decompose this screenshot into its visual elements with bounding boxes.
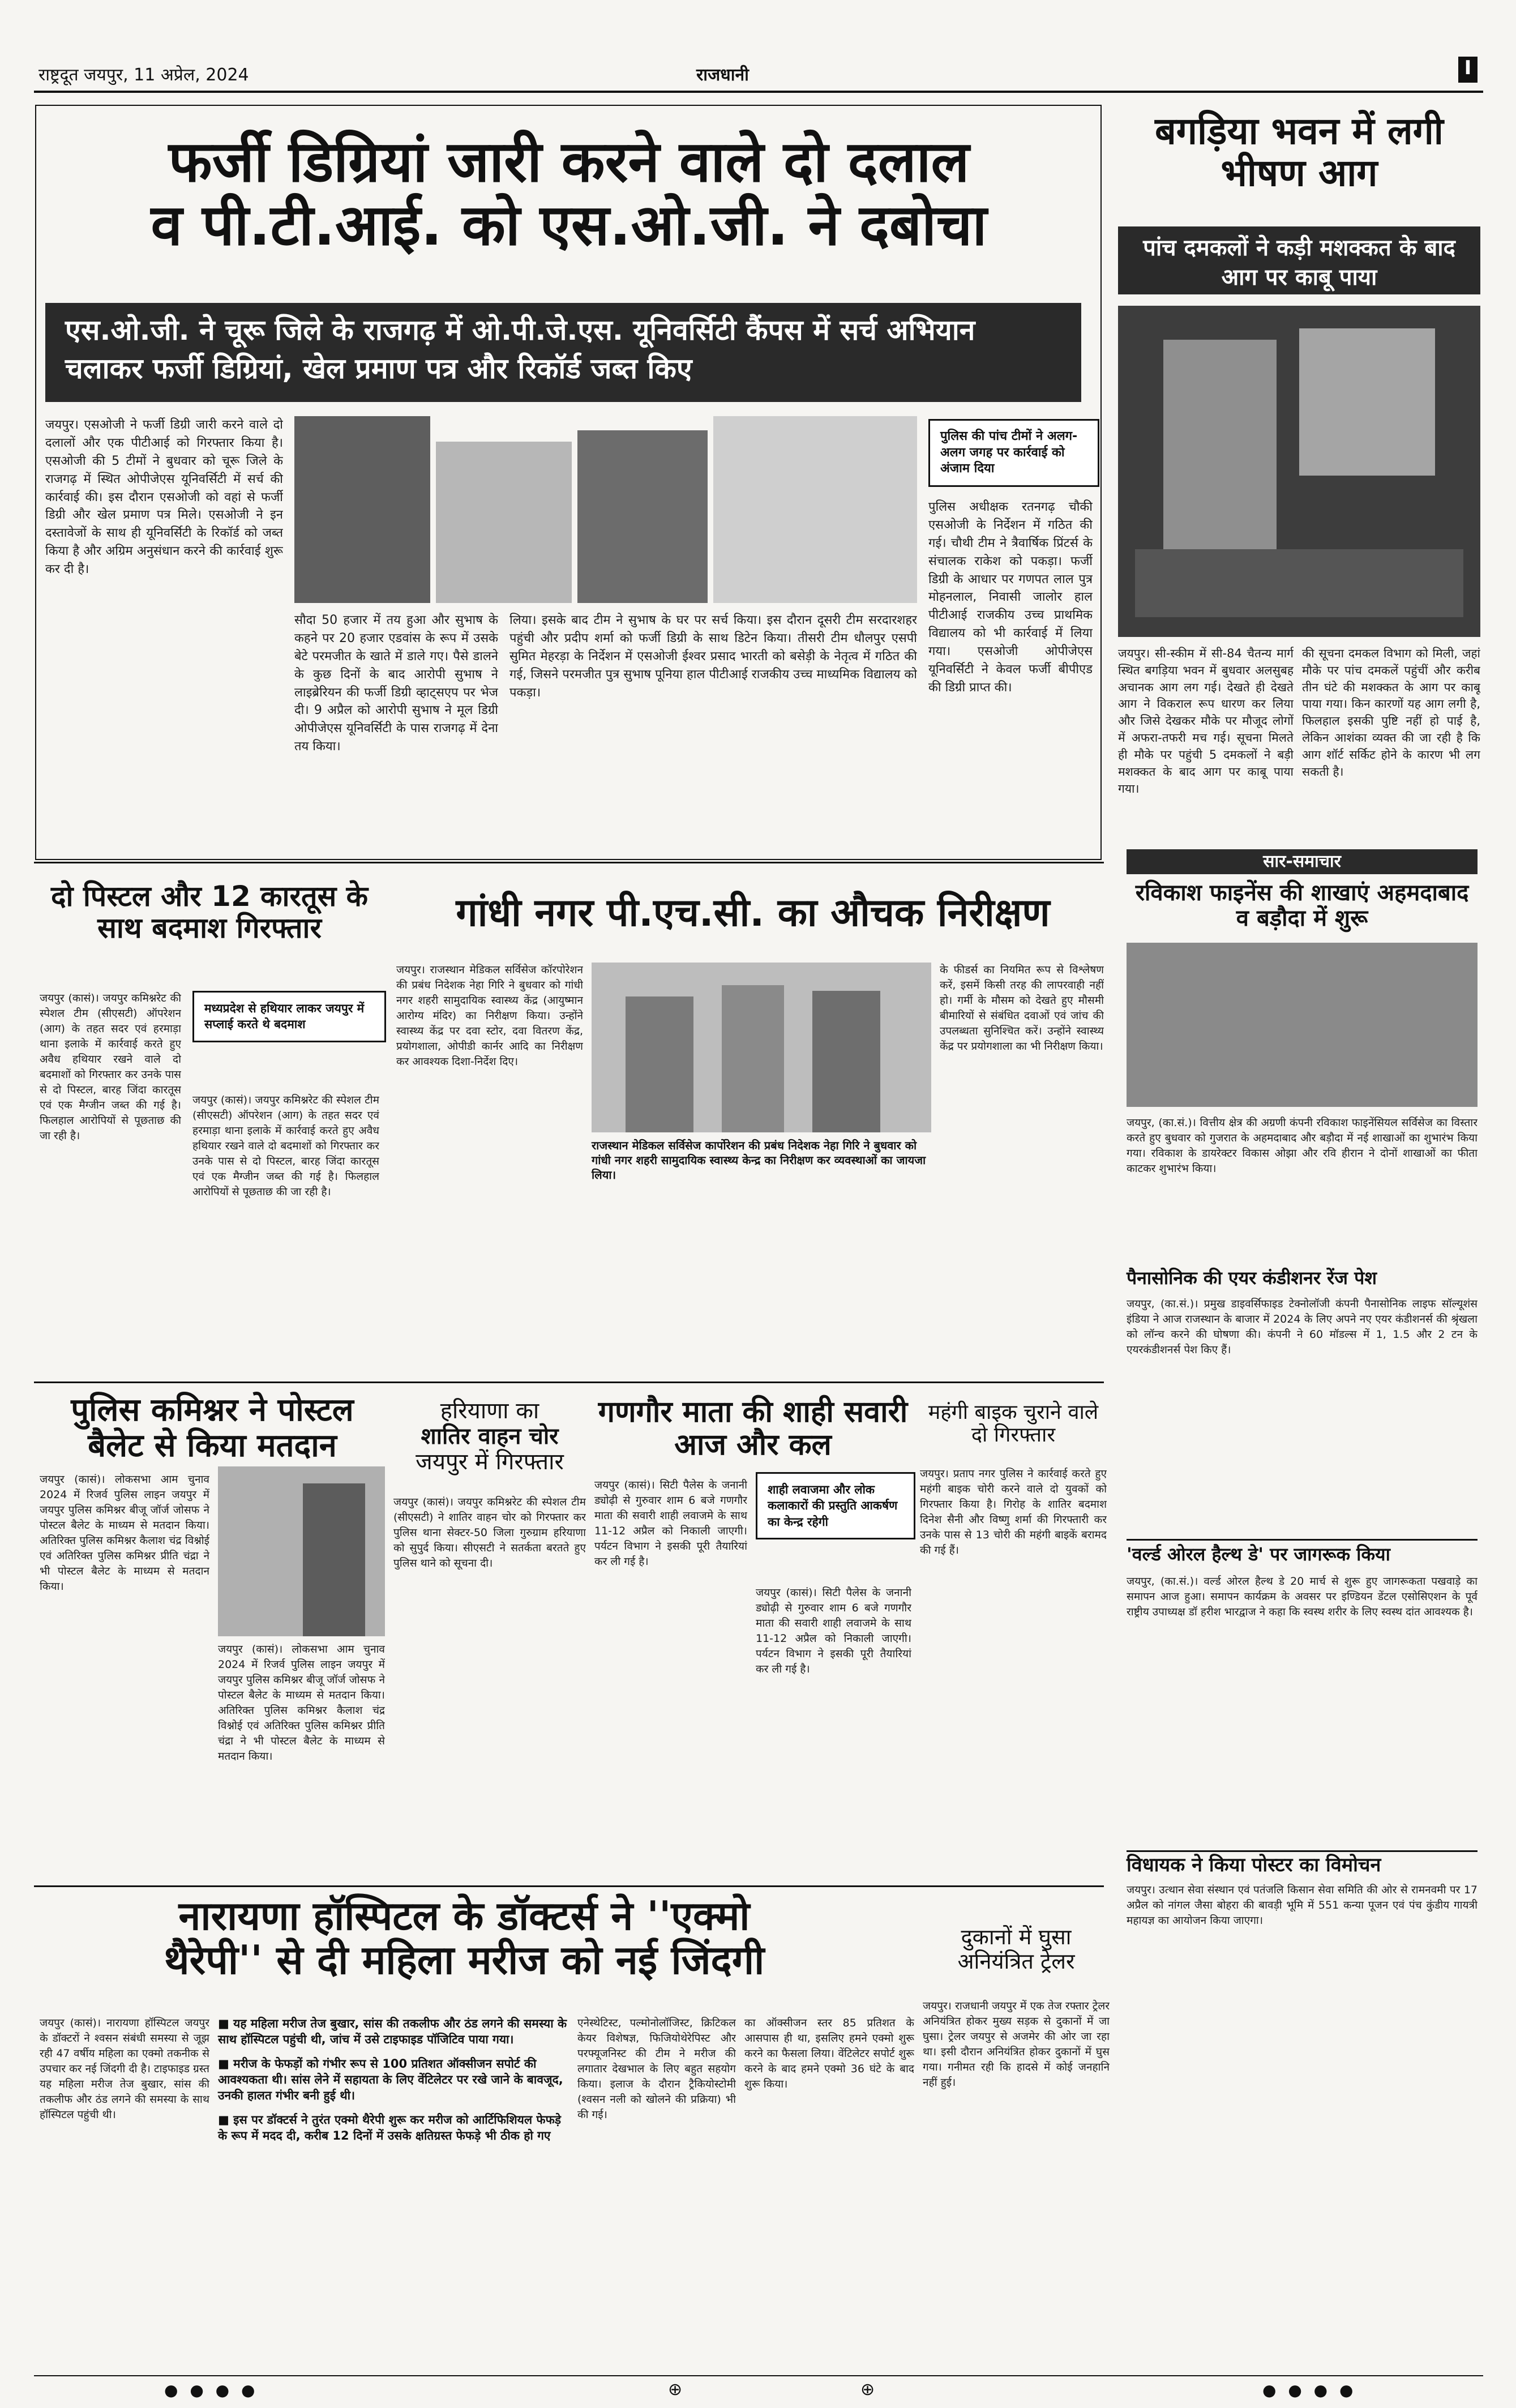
lead-column-3: लिया। इसके बाद टीम ने सुभाष के घर पर सर्च किया। इस दौरान दूसरी टीम सरदारशहर पहुंची और प्रदीप शर्मा को फर्जी डिग्री के साथ डिटेन किया। तीसरी टीम धौलपुर एसपी सुमित मेहरड़ा के निर्देशन में एसओजी ईश्वर प्रसाद भारती को बसेड़ी के नेतृत्व में गठित की गई, जिसने परमजीत पुत्र सुभाष पूनिया हाल पीटीआई राजकीय उच्च माध्यमिक विद्यालय को पकड़ा। bbox=[509, 613, 917, 700]
accused-photo-2 bbox=[436, 442, 572, 603]
truck-headline: दुकानों में घुसा अनियंत्रित ट्रेलर bbox=[957, 1924, 1075, 1974]
hospital-headline-line1: नारायणा हॉस्पिटल के डॉक्टर्स ने ''एक्मो bbox=[178, 1893, 750, 1939]
lead-headline-line1: फर्जी डिग्रियां जारी करने वाले दो दलाल bbox=[168, 129, 970, 195]
postal-body-continued: जयपुर (कासं)। लोकसभा आम चुनाव 2024 में रिजर्व पुलिस लाइन जयपुर में जयपुर पुलिस कमिश्नर बीजू जॉर्ज जोसफ ने पोस्टल बैलेट के माध्यम से मतदान किया। अतिरिक्त पुलिस कमिश्नर कैलाश चंद्र विश्नोई एवं अतिरिक्त पुलिस कमिश्नर प्रीति चंद्रा ने भी पोस्टल बैलेट के माध्यम से मतदान किया। bbox=[218, 1643, 385, 1763]
saar-label: सार-समाचार bbox=[1127, 849, 1478, 874]
truck-body: जयपुर। राजधानी जयपुर में एक तेज रफ्तार ट्रेलर अनियंत्रित होकर मुख्य सड़क से दुकानों में जा घुसा। ट्रेलर जयपुर से अजमेर की ओर जा रहा था। इसी दौरान अनियंत्रित होकर दुकानों में घुस गया। गनीमत रही कि हादसे में कोई जनहानि नहीं हुई। bbox=[923, 2000, 1110, 2089]
hospital-bullet-3-text: इस पर डॉक्टर्स ने तुरंत एक्मो थैरेपी शुरू कर मरीज को आर्टिफिशियल फेफड़े के रूप में मदद दी, करीब 12 दिनों में उसके क्षतिग्रस्त फेफड़े भी ठीक हो गए bbox=[218, 2112, 561, 2143]
hospital-bullet-2: ■ मरीज के फेफड़ों को गंभीर रूप से 100 प्रतिशत ऑक्सीजन सपोर्ट की आवश्यकता थी। सांस लेने में सहायता के लिए वेंटिलेटर पर रखे जाने के बावजूद, उनकी हालत गंभीर बनी हुई थी। bbox=[218, 2056, 563, 2103]
pistol-headline: दो पिस्टल और 12 कारतूस के साथ बदमाश गिरफ्तार bbox=[50, 880, 369, 944]
hospital-column-2: एनेस्थेटिस्ट, पल्मोनोलॉजिस्ट, क्रिटिकल केयर विशेषज्ञ, फिजियोथेरेपिस्ट और परफ्यूजनिस्ट की टीम ने मरीज की लगातार देखभाल के लिए बहुत सहयोग किया। इलाज के दौरान ट्रैकियोस्टोमी (श्वसन नली को खोलने की प्रक्रिया) भी की गई। bbox=[577, 2017, 736, 2121]
accused-photo-3 bbox=[577, 430, 708, 603]
gangaur-headline: गणगौर माता की शाही सवारी आज और कल bbox=[598, 1395, 908, 1462]
ravikash-inauguration-photo bbox=[1127, 943, 1478, 1107]
bike-body: जयपुर। प्रताप नगर पुलिस ने कार्रवाई करते हुए महंगी बाइक चोरी करने वाले दो युवकों को गिरफ्तार किया है। गिरोह के शातिर बदमाश दिनेश सैनी और विष्णु शर्मा की गिरफ्तारी कर उनके पास से 13 चोरी की महंगी बाइकें बरामद की गई हैं। bbox=[920, 1468, 1107, 1556]
thief-body: जयपुर (कासं)। जयपुर कमिश्नरेट की स्पेशल टीम (सीएसटी) ने शातिर वाहन चोर को गिरफ्तार कर पुलिस थाना सेक्टर-50 जिला गुरुग्राम हरियाणा को सुपुर्द किया। सीएसटी ने सतर्कता बरतते हुए पुलिस थाने को सूचना दी। bbox=[393, 1496, 586, 1569]
bike-headline: महंगी बाइक चुराने वाले दो गिरफ्तार bbox=[928, 1401, 1099, 1447]
saar-headline-1: रविकाश फाइनेंस की शाखाएं अहमदाबाद व बड़ौदा में शुरू bbox=[1135, 880, 1469, 931]
hospital-bullet-1-text: यह महिला मरीज तेज बुखार, सांस की तकलीफ और ठंड लगने की समस्या के साथ हॉस्पिटल पहुंची थी, जांच में उसे टाइफाइड पॉजिटिव पाया गया। bbox=[218, 2017, 567, 2047]
gangaur-body: जयपुर (कासं)। सिटी पैलेस के जनानी ड्योढ़ी से गुरुवार शाम 6 बजे गणगौर माता की सवारी शाही लवाजमे के साथ 11-12 अप्रैल को निकाली जाएगी। पर्यटन विभाग ने इसकी पूरी तैयारियां कर ली गई है। bbox=[594, 1479, 747, 1568]
lead-column-1: जयपुर। एसओजी ने फर्जी डिग्री जारी करने वाले दो दलालों और एक पीटीआई को गिरफ्तार किया है। एसओजी की 5 टीमों ने बुधवार को चूरू जिले के राजगढ़ में स्थित ओपीजेएस यूनिवर्सिटी में सर्च की कार्रवाई की। इस दौरान एसओजी को वहां से फर्जी डिग्री और खेल प्रमाण पत्र मिले। एसओजी ने इन दस्तावेजों के साथ ही यूनिवर्सिटी के रिकॉर्ड को जब्त किया है और अग्रिम अनुसंधान करने की कार्रवाई शुरू कर दी है। bbox=[45, 418, 283, 577]
lead-column-2: सौदा 50 हजार में तय हुआ और सुभाष के कहने पर 20 हजार एडवांस के रूप में उसके बेटे परमजीत के खाते में डाले गए। पैसे डालने के कुछ दिनों के बाद आरोपी सुभाष ने लाइब्रेरियन की फर्जी डिग्री व्हाट्सएप पर भेज दी। 9 अप्रैल को आरोपी सुभाष ने मूल डिग्री ओपीजेएस यूनिवर्सिटी के पास राजगढ़ में देना तय किया। bbox=[294, 613, 498, 754]
section-rule-2 bbox=[34, 1382, 1104, 1383]
fire-subhead: पांच दमकलों ने कड़ी मशक्कत के बाद आग पर काबू पाया bbox=[1118, 226, 1480, 294]
fire-column-2: की सूचना दमकल विभाग को मिली, जहां मौके पर पांच दमकलें पहुंचीं और करीब तीन घंटे की मशक्कत के आग पर काबू पाया गया। किन कारणों यह आग लगी है, फिलहाल इसकी पुष्टि नहीं हो पाई है, लेकिन आशंका व्यक्त की जा रही है कि आग शॉर्ट सर्किट होने के कारण भी लग सकती है। bbox=[1302, 647, 1480, 779]
seized-documents-photo bbox=[713, 416, 917, 603]
thief-headline-line2: शातिर वाहन चोर bbox=[421, 1423, 559, 1449]
gangaur-highlight-box: शाही लवाजमा और लोक कलाकारों की प्रस्तुति आकर्षण का केन्द्र रहेगी bbox=[756, 1472, 915, 1539]
hospital-bullet-2-text: मरीज के फेफड़ों को गंभीर रूप से 100 प्रतिशत ऑक्सीजन सपोर्ट की आवश्यकता थी। सांस लेने में सहायता के लिए वेंटिलेटर पर रखे जाने के बावजूद, उनकी हालत गंभीर बनी हुई थी। bbox=[218, 2056, 563, 2103]
footer-dots-left: ● ● ● ● bbox=[164, 2381, 259, 2400]
lead-headline-line2: व पी.टी.आई. को एस.ओ.जी. ने दबोचा bbox=[151, 192, 987, 258]
saar-rule-2 bbox=[1127, 1850, 1478, 1852]
hospital-column-1: जयपुर (कासं)। नारायणा हॉस्पिटल जयपुर के डॉक्टरों ने श्वसन संबंधी समस्या से जूझ रही 47 वर्षीय महिला का एक्मो तकनीक से उपचार कर नई जिंदगी दी है। टाइफाइड ग्रस्त यह महिला मरीज तेज बुखार, सांस की तकलीफ और ठंड लगने की समस्या के साथ हॉस्पिटल पहुंची थी। bbox=[40, 2017, 209, 2121]
gangaur-body-continued: जयपुर (कासं)। सिटी पैलेस के जनानी ड्योढ़ी से गुरुवार शाम 6 बजे गणगौर माता की सवारी शाही लवाजमे के साथ 11-12 अप्रैल को निकाली जाएगी। पर्यटन विभाग ने इसकी पूरी तैयारियां कर ली गई है। bbox=[756, 1586, 911, 1675]
section-rule-3 bbox=[34, 1885, 1104, 1887]
hospital-headline-line2: थैरेपी'' से दी महिला मरीज को नई जिंदगी bbox=[164, 1937, 765, 1984]
page-number: I bbox=[1458, 57, 1478, 83]
pistol-highlight-box: मध्यप्रदेश से हथियार लाकर जयपुर में सप्लाई करते थे बदमाश bbox=[192, 991, 386, 1042]
saar-headline-3: 'वर्ल्ड ओरल हैल्थ डे' पर जागरूक किया bbox=[1127, 1543, 1390, 1565]
postal-ballot-photo bbox=[218, 1466, 385, 1636]
accused-photo-1 bbox=[294, 416, 430, 603]
section-rule-1 bbox=[34, 862, 1104, 863]
phc-photo-caption: राजस्थान मेडिकल सर्विसेज कार्पोरेशन की प्रबंध निदेशक नेहा गिरि ने बुधवार को गांधी नगर शहरी सामुदायिक स्वास्थ्य केन्द्र का निरीक्षण कर व्यवस्थाओं का जायजा लिया। bbox=[592, 1139, 926, 1182]
lead-subhead: एस.ओ.जी. ने चूरू जिले के राजगढ़ में ओ.पी.जे.एस. यूनिवर्सिटी कैंपस में सर्च अभियान चलाकर फर्जी डिग्रियां, खेल प्रमाण पत्र और रिकॉर्ड जब्त किए bbox=[45, 303, 1081, 402]
saar-body-4: जयपुर। उत्थान सेवा संस्थान एवं पतंजलि किसान सेवा समिति की ओर से रामनवमी पर 17 अप्रैल को नांगल जैसा बोहरा की बावड़ी भूमि में 551 कन्या पूजन एवं पंच कुंडीय गायत्री महायज्ञ का आयोजन किया जाएगा। bbox=[1127, 1884, 1478, 1927]
gandhi-column-1: जयपुर। राजस्थान मेडिकल सर्विसेज कॉरपोरेशन की प्रबंध निदेशक नेहा गिरि ने बुधवार को गांधी नगर शहरी सामुदायिक स्वास्थ्य केंद्र (आयुष्मान आरोग्य मंदिर) का निरीक्षण किया। उन्होंने स्वास्थ्य केंद्र पर दवा स्टोर, दवा वितरण केंद्र, प्रयोगशाला, ओपीडी कार्नर आदि का निरीक्षण कर आवश्यक दिशा-निर्देश दिए। bbox=[396, 964, 583, 1068]
phc-inspection-photo bbox=[592, 963, 931, 1132]
footer-registration-mark-1: ⊕ bbox=[668, 2380, 683, 2400]
footer-registration-mark-2: ⊕ bbox=[860, 2380, 875, 2400]
postal-body: जयपुर (कासं)। लोकसभा आम चुनाव 2024 में रिजर्व पुलिस लाइन जयपुर में जयपुर पुलिस कमिश्नर बीजू जॉर्ज जोसफ ने पोस्टल बैलेट के माध्यम से मतदान किया। अतिरिक्त पुलिस कमिश्नर कैलाश चंद्र विश्नोई एवं अतिरिक्त पुलिस कमिश्नर प्रीति चंद्रा ने भी पोस्टल बैलेट के माध्यम से मतदान किया। bbox=[40, 1473, 209, 1593]
dateline: राष्ट्रदूत जयपुर, 11 अप्रेल, 2024 bbox=[38, 65, 249, 85]
lead-highlight-box: पुलिस की पांच टीमों ने अलग-अलग जगह पर कार्रवाई को अंजाम दिया bbox=[928, 419, 1099, 487]
hospital-bullet-3: ■ इस पर डॉक्टर्स ने तुरंत एक्मो थैरेपी शुरू कर मरीज को आर्टिफिशियल फेफड़े के रूप में मदद दी, करीब 12 दिनों में उसके क्षतिग्रस्त फेफड़े भी ठीक हो गए bbox=[218, 2112, 561, 2143]
thief-headline-line3: जयपुर में गिरफ्तार bbox=[416, 1448, 564, 1475]
saar-headline-4: विधायक ने किया पोस्टर का विमोचन bbox=[1127, 1854, 1381, 1876]
section-title: राजधानी bbox=[696, 65, 749, 85]
lead-column-4: पुलिस अधीक्षक रतनगढ़ चौकी एसओजी के निर्देशन में गठित की गई। चौथी टीम ने त्रैवार्षिक प्रिंटर्स के संचालक राकेश को पकड़ा। फर्जी डिग्री के आधार पर गणपत लाल पुत्र मोहनलाल, निवासी जालोर हाल पीटीआई राजकीय उच्च प्राथमिक विद्यालय को भी कार्रवाई में लिया गया। एसओजी ओपीजेएस यूनिवर्सिटी ने केवल फर्जी बीपीएड की डिग्री प्राप्त की। bbox=[928, 500, 1093, 695]
gandhi-headline: गांधी नगर पी.एच.सी. का औचक निरीक्षण bbox=[456, 891, 1050, 935]
hospital-bullet-1: ■ यह महिला मरीज तेज बुखार, सांस की तकलीफ और ठंड लगने की समस्या के साथ हॉस्पिटल पहुंची थी, जांच में उसे टाइफाइड पॉजिटिव पाया गया। bbox=[218, 2017, 567, 2047]
hospital-headline bbox=[40, 1894, 889, 1983]
fire-column-1: जयपुर। सी-स्कीम में सी-84 चैतन्य मार्ग स्थित बगड़िया भवन में बुधवार अलसुबह अचानक आग लग गई। देखते ही देखते आग ने विकराल रूप धारण कर लिया और जिसे देखकर मौके पर मौजूद लोगों में अफरा-तफरी मच गई। सूचना मिलते ही मौके पर पहुंची 5 दमकलों ने बड़ी मशक्कत के बाद आग पर काबू पाया गया। bbox=[1118, 647, 1294, 795]
hospital-column-3: का ऑक्सीजन स्तर 85 प्रतिशत के आसपास ही था, इसलिए हमने एक्मो शुरू करने का फैसला लिया। वेंटिलेटर सपोर्ट शुरू करने के बाद हमने एक्मो 36 घंटे के बाद शुरू किया। bbox=[744, 2017, 914, 2090]
footer-dots-right: ● ● ● ● bbox=[1262, 2381, 1357, 2400]
fire-photo bbox=[1118, 306, 1480, 637]
header-rule bbox=[34, 91, 1483, 93]
saar-body-2: जयपुर, (का.सं.)। प्रमुख डाइवर्सिफाइड टेक्नोलॉजी कंपनी पैनासोनिक लाइफ सॉल्यूशंस इंडिया ने आज राजस्थान के बाजार में 2024 के लिए अपने नए एयर कंडीशनर्स की श्रृंखला को लॉन्च करने की घोषणा की। कंपनी ने 60 मॉडल्स में 1, 1.5 और 2 टन के एयरकंडीशनर्स पेश किए हैं। bbox=[1127, 1298, 1478, 1356]
lead-headline bbox=[45, 130, 1093, 257]
footer-rule bbox=[34, 2375, 1483, 2376]
saar-body-3: जयपुर, (का.सं.)। वर्ल्ड ओरल हैल्थ डे 20 मार्च से शुरू हुए जागरूकता पखवाड़े का समापन आज हुआ। समापन कार्यक्रम के अवसर पर इण्डियन डेंटल एसोसिएशन के पूर्व राष्ट्रीय उपाध्यक्ष डॉ हरीश भारद्वाज ने कहा कि स्वस्थ शरीर के लिए स्वस्थ दांत आवश्यक है। bbox=[1127, 1575, 1478, 1618]
saar-headline-2: पैनासोनिक की एयर कंडीशनर रेंज पेश bbox=[1127, 1267, 1377, 1289]
hospital-bullets bbox=[218, 2016, 569, 2144]
saar-rule bbox=[1127, 1539, 1478, 1541]
thief-headline bbox=[393, 1398, 586, 1474]
thief-headline-line1: हरियाणा का bbox=[440, 1398, 539, 1424]
fire-headline: बगड़िया भवन में लगी भीषण आग bbox=[1155, 109, 1444, 195]
pistol-body: जयपुर (कासं)। जयपुर कमिश्नरेट की स्पेशल टीम (सीएसटी) ऑपरेशन (आग) के तहत सदर एवं हरमाड़ा थाना इलाके में कार्रवाई करते हुए अवैध हथियार रखने वाले दो बदमाशों को गिरफ्तार कर उनके पास से दो पिस्टल, बारह जिंदा कारतूस एवं एक मैग्जीन जब्त की गई है। फिलहाल आरोपियों से पूछताछ की जा रही है। bbox=[40, 992, 181, 1142]
postal-headline: पुलिस कमिश्नर ने पोस्टल बैलेट से किया मतदान bbox=[71, 1392, 354, 1464]
pistol-body-continued: जयपुर (कासं)। जयपुर कमिश्नरेट की स्पेशल टीम (सीएसटी) ऑपरेशन (आग) के तहत सदर एवं हरमाड़ा थाना इलाके में कार्रवाई करते हुए अवैध हथियार रखने वाले दो बदमाशों को गिरफ्तार कर उनके पास से दो पिस्टल, बारह जिंदा कारतूस एवं एक मैग्जीन जब्त की गई है। फिलहाल आरोपियों से पूछताछ की जा रही है। bbox=[192, 1094, 379, 1198]
saar-body-1: जयपुर, (का.सं.)। वित्तीय क्षेत्र की अग्रणी कंपनी रविकाश फाइनेंसियल सर्विसेज का विस्तार करते हुए बुधवार को गुजरात के अहमदाबाद और बड़ौदा में नई शाखाओं का शुभारंभ किया गया। रविकाश के डायरेक्टर विकास ओझा और रवि हीरान ने दोनों शाखाओं का फीता काटकर शुभारंभ किया। bbox=[1127, 1117, 1478, 1175]
gandhi-column-2: के फीडर्स का नियमित रूप से विश्लेषण करें, इसमें किसी तरह की लापरवाही नहीं हो। गर्मी के मौसम को देखते हुए मौसमी बीमारियों से संबंधित दवाओं एवं जांच की उपलब्धता सुनिश्चित करें। उन्होंने स्वास्थ्य केंद्र पर प्रयोगशाला का भी निरीक्षण किया। bbox=[940, 964, 1104, 1053]
